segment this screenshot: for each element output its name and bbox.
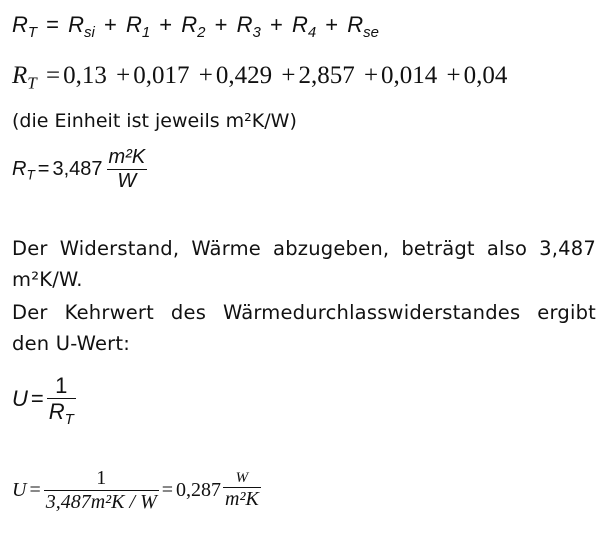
eq3-value: 3,487 <box>52 158 103 180</box>
eq2-lhs: $R_T$ <box>12 62 37 93</box>
eq5-lhs: U <box>12 479 27 501</box>
eq1-term: $R_3$ <box>236 12 261 41</box>
equation-rt-result: $R_T$ = 3,487 $\frac{\text{m²K}}{W}$ <box>12 146 146 192</box>
equation-u-result: U = $\frac{1}{\text{3,487m²K / W}}$ = 0,287 $\frac{W}{\text{m²K}}$ <box>12 467 259 513</box>
eq1-term: $R_{se}$ <box>347 12 379 41</box>
paragraph-u-value: Der Kehrwert des Wärmedurchlasswiderstandes ergibt den U-Wert: <box>12 301 596 355</box>
eq1-term: $R_4$ <box>291 12 317 41</box>
eq5-den: 3,487m²K / W <box>45 491 157 513</box>
equation-rt-sum: $R_T = R_{si} + R_1 + R_2 + R_3 + R_4 + R_{se}$ <box>12 12 379 41</box>
eq2-value: 2,857 <box>298 62 355 89</box>
eq4-lhs: U <box>12 385 28 411</box>
eq3-unit-fraction <box>107 147 148 192</box>
eq5-unit-den: m²K <box>225 488 259 511</box>
eq4-den: $R_T$ <box>48 399 74 428</box>
equation-rt-values: $R_T = 0,13 + 0,017 + 0,429 + 2,857 + 0,014 + 0,04$ <box>12 62 508 93</box>
eq5-num: 1 <box>96 467 107 489</box>
equation-u-definition: U = $\frac{1}{R_T}$ <box>12 373 74 428</box>
eq1-lhs: $R_T$ <box>12 12 38 41</box>
eq2-value: 0,04 <box>463 62 508 89</box>
eq2-value: 0,429 <box>215 62 273 89</box>
eq3-unit-num: m²K <box>108 146 146 168</box>
eq4-num: 1 <box>55 373 68 398</box>
eq2-value: 0,014 <box>381 62 438 89</box>
eq1-term: $R_1$ <box>125 12 151 41</box>
eq5-fraction <box>44 468 159 513</box>
unit-note: (die Einheit ist jeweils m²K/W) <box>12 110 297 132</box>
eq3-unit-den: W <box>117 170 137 192</box>
eq2-value: 0,017 <box>133 62 190 89</box>
eq4-fraction <box>47 373 76 428</box>
eq5-unit-num: W <box>235 469 249 486</box>
eq1-term: $R_{si}$ <box>68 12 95 41</box>
eq3-lhs: $R_T$ <box>12 158 35 183</box>
eq2-value: 0,13 <box>63 62 107 89</box>
eq5-unit-fraction <box>223 471 261 511</box>
paragraph-resistance: Der Widerstand, Wärme abzugeben, beträgt also 3,487 m²K/W. <box>12 237 596 291</box>
eq1-term: $R_2$ <box>181 12 206 41</box>
eq5-value: 0,287 <box>176 479 222 501</box>
